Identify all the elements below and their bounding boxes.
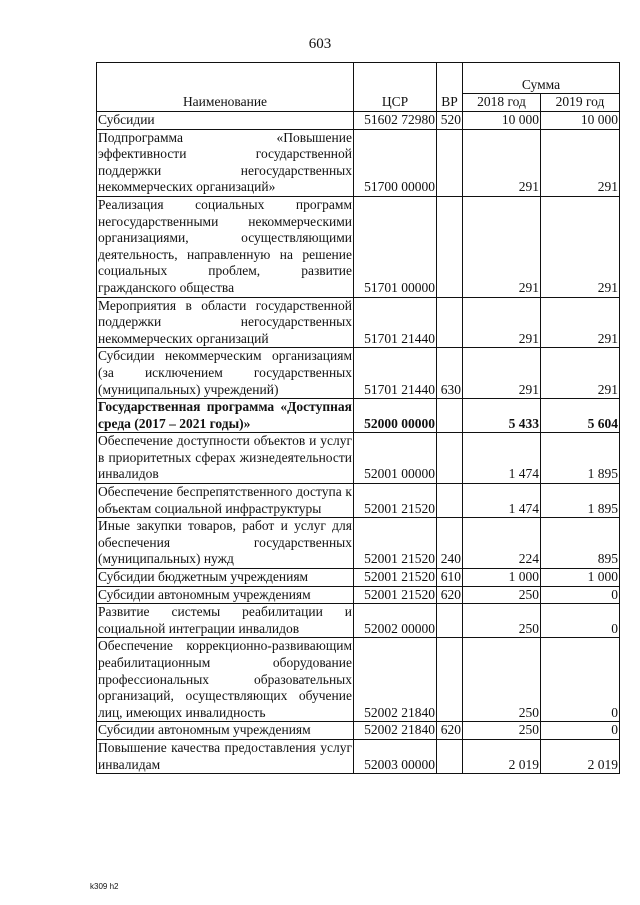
row-vr (437, 604, 463, 638)
table-row (97, 739, 620, 773)
row-vr: 610 (437, 569, 463, 587)
row-csr: 52001 21520 (354, 484, 437, 518)
row-sum-2018: 224 (463, 518, 541, 569)
row-sum-2018: 2 019 (463, 739, 541, 773)
table-row (97, 604, 620, 638)
row-name: Обеспечение доступности объектов и услуг в приоритетных сферах жизнедеятельности инвалидов (97, 433, 354, 484)
row-csr: 52000 00000 (354, 399, 437, 433)
table-row (97, 518, 620, 569)
row-name: Субсидии (97, 112, 354, 130)
row-csr: 51701 21440 (354, 297, 437, 348)
row-name: Обеспечение коррекционно-развивающим реабилитационным оборудование профессиональных образовательных организаций, осуществляющих обучение лиц, имеющих инвалидность (97, 638, 354, 722)
row-vr: 620 (437, 586, 463, 604)
header-csr: ЦСР (354, 63, 437, 112)
row-sum-2018: 291 (463, 196, 541, 297)
row-sum-2019: 291 (541, 297, 620, 348)
row-name: Субсидии некоммерческим организациям (за исключением государственных (муниципальных) учреждений) (97, 348, 354, 399)
row-sum-2019: 5 604 (541, 399, 620, 433)
table-row (97, 297, 620, 348)
table-row (97, 586, 620, 604)
row-vr (437, 433, 463, 484)
row-sum-2018: 291 (463, 129, 541, 196)
row-vr (437, 297, 463, 348)
row-sum-2019: 1 895 (541, 484, 620, 518)
row-vr (437, 129, 463, 196)
row-sum-2019: 1 000 (541, 569, 620, 587)
row-name: Обеспечение беспрепятственного доступа к объектам социальной инфраструктуры (97, 484, 354, 518)
row-sum-2018: 250 (463, 604, 541, 638)
row-name: Мероприятия в области государственной поддержки негосударственных некоммерческих организаций (97, 297, 354, 348)
row-sum-2018: 250 (463, 638, 541, 722)
row-name: Субсидии автономным учреждениям (97, 586, 354, 604)
row-vr: 630 (437, 348, 463, 399)
row-sum-2019: 0 (541, 586, 620, 604)
row-vr (437, 739, 463, 773)
row-csr: 52002 00000 (354, 604, 437, 638)
row-sum-2018: 10 000 (463, 112, 541, 130)
row-sum-2018: 291 (463, 297, 541, 348)
row-name: Иные закупки товаров, работ и услуг для обеспечения государственных (муниципальных) нужд (97, 518, 354, 569)
table-row (97, 722, 620, 740)
row-sum-2018: 250 (463, 722, 541, 740)
row-vr: 520 (437, 112, 463, 130)
row-name: Субсидии автономным учреждениям (97, 722, 354, 740)
header-row (97, 63, 620, 94)
row-csr: 52001 21520 (354, 569, 437, 587)
row-vr (437, 399, 463, 433)
header-year-2018: 2018 год (463, 94, 541, 112)
table-row (97, 399, 620, 433)
row-sum-2018: 250 (463, 586, 541, 604)
header-year-2019: 2019 год (541, 94, 620, 112)
row-sum-2019: 291 (541, 196, 620, 297)
row-name: Государственная программа «Доступная среда (2017 – 2021 годы)» (97, 399, 354, 433)
table-row (97, 433, 620, 484)
row-csr: 52001 21520 (354, 518, 437, 569)
table-row (97, 348, 620, 399)
row-sum-2018: 291 (463, 348, 541, 399)
budget-table (96, 62, 620, 774)
row-sum-2019: 895 (541, 518, 620, 569)
row-csr: 52001 00000 (354, 433, 437, 484)
row-csr: 52002 21840 (354, 638, 437, 722)
row-sum-2019: 10 000 (541, 112, 620, 130)
row-sum-2019: 0 (541, 722, 620, 740)
header-name: Наименование (97, 63, 354, 112)
row-vr (437, 196, 463, 297)
table-row (97, 196, 620, 297)
row-sum-2018: 5 433 (463, 399, 541, 433)
row-sum-2019: 0 (541, 638, 620, 722)
footer-code: k309 h2 (90, 882, 119, 891)
row-csr: 51602 72980 (354, 112, 437, 130)
row-csr: 51701 00000 (354, 196, 437, 297)
row-name: Подпрограмма «Повышение эффективности государственной поддержки негосударственных некоммерческих организаций» (97, 129, 354, 196)
header-sum: Сумма (463, 63, 620, 94)
row-name: Реализация социальных программ негосударственными некоммерческими организациями, осуществляющими деятельность, направленную на решение социальных проблем, развитие гражданского общества (97, 196, 354, 297)
row-name: Повышение качества предоставления услуг инвалидам (97, 739, 354, 773)
row-name: Субсидии бюджетным учреждениям (97, 569, 354, 587)
page-number: 603 (308, 36, 332, 52)
table-row (97, 129, 620, 196)
row-sum-2019: 1 895 (541, 433, 620, 484)
row-csr: 51701 21440 (354, 348, 437, 399)
row-csr: 52002 21840 (354, 722, 437, 740)
table-row (97, 569, 620, 587)
table-row (97, 112, 620, 130)
row-sum-2019: 291 (541, 129, 620, 196)
row-csr: 51700 00000 (354, 129, 437, 196)
row-csr: 52001 21520 (354, 586, 437, 604)
row-vr: 240 (437, 518, 463, 569)
row-vr: 620 (437, 722, 463, 740)
row-sum-2018: 1 474 (463, 433, 541, 484)
row-sum-2018: 1 000 (463, 569, 541, 587)
row-sum-2019: 0 (541, 604, 620, 638)
row-vr (437, 484, 463, 518)
row-sum-2019: 291 (541, 348, 620, 399)
table-row (97, 484, 620, 518)
row-name: Развитие системы реабилитации и социальной интеграции инвалидов (97, 604, 354, 638)
row-sum-2018: 1 474 (463, 484, 541, 518)
row-sum-2019: 2 019 (541, 739, 620, 773)
row-csr: 52003 00000 (354, 739, 437, 773)
row-vr (437, 638, 463, 722)
table-row (97, 638, 620, 722)
header-vr: ВР (437, 63, 463, 112)
